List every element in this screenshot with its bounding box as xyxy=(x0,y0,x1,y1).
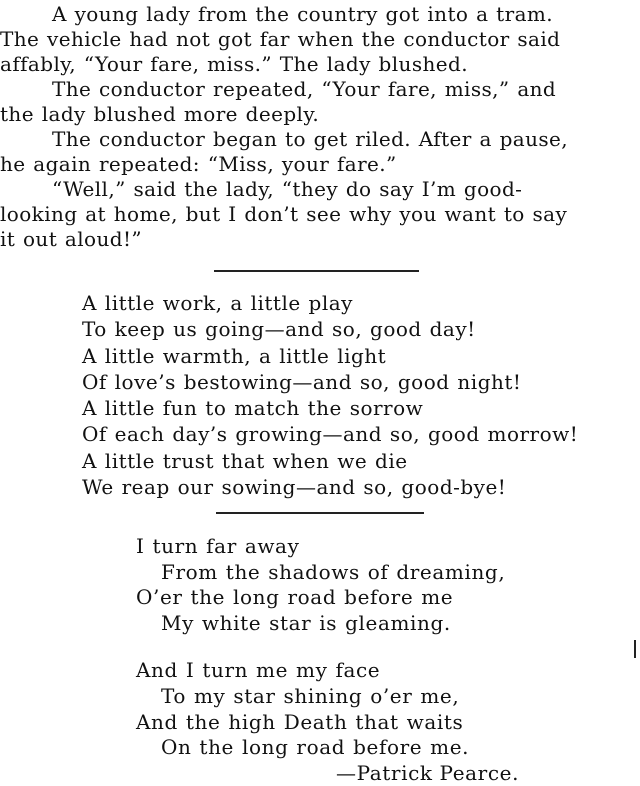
text-line: affably, “Your fare, miss.” The lady blushed. xyxy=(0,52,468,76)
poem-line: On the long road before me. xyxy=(161,735,470,760)
poem-line: I turn far away xyxy=(136,534,300,558)
text-line: A young lady from the country got into a tram. xyxy=(52,2,554,26)
poem-patrick-pearce xyxy=(136,534,505,761)
text-line: The vehicle had not got far when the conductor said xyxy=(0,27,561,51)
poem-line: To keep us going—and so, good day! xyxy=(82,317,476,342)
section-divider xyxy=(216,512,424,514)
text-line: The conductor began to get riled. After a pause, xyxy=(52,127,569,151)
poem-line: O’er the long road before me xyxy=(136,585,454,610)
poem-line: We reap our sowing—and so, good-bye! xyxy=(82,475,507,500)
poem-line: And the high Death that waits xyxy=(136,709,464,734)
poem-line: And I turn me my face xyxy=(136,658,381,683)
anecdote-paragraph-2 xyxy=(0,77,636,127)
poem-attribution: —Patrick Pearce. xyxy=(336,761,520,785)
text-line: it out aloud!” xyxy=(0,227,143,251)
text-line: The conductor repeated, “Your fare, miss,” and xyxy=(52,77,557,101)
poem-line: A little work, a little play xyxy=(82,291,353,315)
section-divider xyxy=(214,270,419,272)
poem-line: A little trust that when we die xyxy=(82,448,408,473)
stanza-break xyxy=(136,636,505,658)
anecdote-paragraph-3 xyxy=(0,127,636,177)
poem-line: Of each day’s growing—and so, good morrow! xyxy=(82,422,579,447)
text-line: he again repeated: “Miss, your fare.” xyxy=(0,152,397,176)
poem-line: Of love’s bestowing—and so, good night! xyxy=(82,369,522,394)
poem-line: To my star shining o’er me, xyxy=(161,683,460,708)
poem-line: A little warmth, a little light xyxy=(82,343,387,368)
poem-line: My white star is gleaming. xyxy=(161,610,451,635)
poem-line: From the shadows of dreaming, xyxy=(161,559,506,584)
anecdote-paragraph-1 xyxy=(0,2,636,77)
text-line: the lady blushed more deeply. xyxy=(0,102,320,126)
margin-mark xyxy=(634,640,636,658)
anecdote-paragraph-4 xyxy=(0,177,636,252)
poem-little-work xyxy=(82,290,578,500)
poem-line: A little fun to match the sorrow xyxy=(82,396,424,421)
text-line: “Well,” said the lady, “they do say I’m good- xyxy=(52,177,523,201)
text-line: looking at home, but I don’t see why you want to say xyxy=(0,202,568,226)
